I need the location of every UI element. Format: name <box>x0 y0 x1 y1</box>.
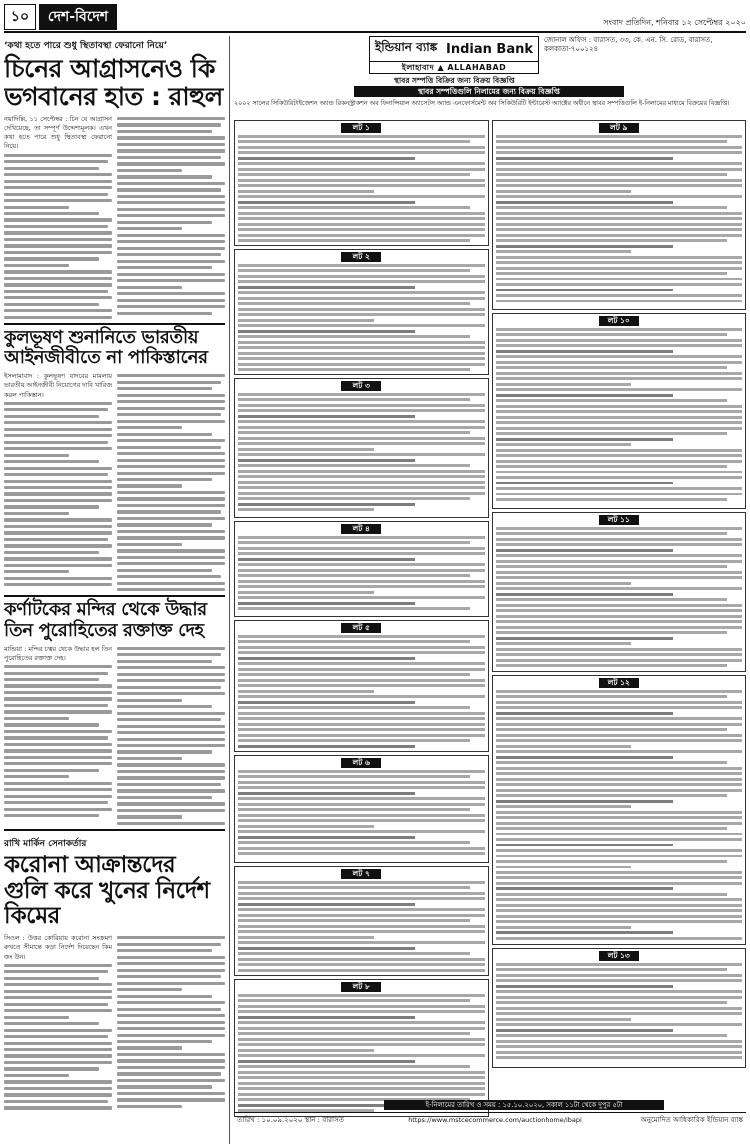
bank-name-english: Indian Bank <box>446 41 533 57</box>
zone-office-address: জোনাল অফিস : বারাসত, ৩৩, কে. এন. সি. রোড, বারাসত, কলকাতা-৭০০১২৪ <box>544 36 713 54</box>
lot-details <box>496 135 743 302</box>
lot-box <box>492 120 747 310</box>
lot-box <box>234 755 489 863</box>
lot-box <box>234 979 489 1117</box>
story-kicker: ‘কথা হতে পারে শুধু স্থিতাবস্থা ফেরানো নিয়ে’ <box>4 41 168 51</box>
lot-box <box>234 620 489 752</box>
bank-name-bengali: ইন্ডিয়ান ব্যাঙ্ক <box>375 40 438 54</box>
story-lead: ইসলামাবাদ : কুলভূষণ যাদবের মামলায় ভারতীয় আইনজীবী নিয়োগের দাবি খারিজ করল পাকিস্তান। <box>4 372 112 399</box>
story-body-lines <box>4 154 112 319</box>
notice-subtitle: স্থাবর সম্পত্তি বিক্রির জন্য বিক্রয় বিজ্ঞপ্তি <box>394 76 515 85</box>
lot-number: লট ৬ <box>341 758 381 768</box>
lot-number: লট ৭ <box>341 869 381 879</box>
lot-number: লট ২ <box>341 252 381 262</box>
story-body-lines <box>117 117 225 315</box>
lot-grid <box>234 120 746 1144</box>
notice-intro: ২০০২ সালের সিকিউরিটাইজেশন অ্যান্ড রিকনস্ট্রাকশন অব ফিনান্সিয়াল অ্যাসেটস অ্যান্ড এনফোর্সমেন্ট অব সিকিউরিটি ইন্টারেস্ট অ্যাক্টের অধীনে স্থাবর সম্পত্তিগুলি ই-নিলামের মাধ্যমে বিক্রয়ের বিজ্ঞপ্তি। <box>234 100 730 107</box>
lot-number: লট ১২ <box>599 678 639 688</box>
masthead <box>4 3 746 33</box>
divider <box>4 323 225 325</box>
lot-number: লট ১৩ <box>599 951 639 961</box>
lot-number: লট ১ <box>341 123 381 133</box>
notice-title-bar: স্থাবর সম্পত্তিগুলি নিলামের জন্য বিক্রয় বিজ্ঞপ্তি <box>354 86 624 97</box>
lot-details <box>238 770 485 855</box>
story-body-lines <box>117 936 225 1108</box>
lot-box <box>492 313 747 509</box>
lot-number: লট ৮ <box>341 982 381 992</box>
story-kim <box>4 834 225 1110</box>
lot-box <box>234 120 489 246</box>
lot-number: লট ৯ <box>599 123 639 133</box>
story-body-lines <box>117 647 225 825</box>
story-body-lines <box>4 402 112 587</box>
lot-column-right <box>492 120 747 1144</box>
section-label: দেশ-বিদেশ <box>39 4 117 30</box>
story-headline: কুলভূষণ শুনানিতে ভারতীয় আইনজীবীতে না পাকিস্তানের <box>4 326 208 369</box>
story-rahul <box>4 36 225 319</box>
lot-box <box>234 378 489 518</box>
bank-tagline: ইলাহাবাদ ▲ ALLAHABAD <box>369 62 539 74</box>
story-headline: চিনের আগ্রাসনেও কি ভগবানের হাত : রাহুল <box>4 54 223 111</box>
lot-box <box>234 521 489 617</box>
lot-number: লট ১১ <box>599 515 639 525</box>
lot-number: লট ৪ <box>341 524 381 534</box>
story-karnataka <box>4 600 225 825</box>
story-lead: নয়াদিল্লি, ১১ সেপ্টেম্বর : চিন যে আগ্রাসন দেখিয়েছে, তা সম্পূর্ণ উদ্দেশ্যমূলক। এখন কথা হতে পারে শুধু স্থিতাবস্থা ফেরানো নিয়ে। <box>4 115 112 151</box>
story-lead: সিওল : উত্তর কোরিয়ায় করোনা সংক্রমণ রুখতে সীমান্তে কড়া নির্দেশ দিয়েছেন কিম জং উন। <box>4 934 112 961</box>
dateline: সংবাদ প্রতিদিন, শনিবার ১২ সেপ্টেম্বর ২০২০ <box>603 18 746 27</box>
lot-box <box>492 512 747 672</box>
lot-details <box>238 393 485 511</box>
lot-details <box>496 690 743 940</box>
auction-date-bar: ই-নিলামের তারিখ ও সময় : ১৫.১০.২০২০, সকাল ১১টা থেকে দুপুর ৫টা <box>384 1100 664 1110</box>
story-kicker: রাখি মার্কিন সেনাকর্তার <box>4 838 87 849</box>
story-body-lines <box>4 665 112 817</box>
notice-footer <box>234 1112 746 1144</box>
notice-date-place: তারিখ : ১০.০৯.২০২০ স্থান : বারাসত <box>237 1116 344 1124</box>
story-body-lines <box>117 374 225 591</box>
bank-auction-notice <box>234 36 746 1144</box>
news-column <box>4 36 230 1144</box>
story-headline: করোনা আক্রান্তদের গুলি করে খুনের নির্দেশ কিমের <box>4 851 210 930</box>
lot-details <box>238 635 485 748</box>
lot-box <box>234 249 489 375</box>
story-body-lines <box>4 964 112 1110</box>
lot-details <box>238 536 485 610</box>
lot-box <box>492 948 747 1068</box>
lot-details <box>238 135 485 242</box>
bank-logo <box>369 36 539 62</box>
lot-details <box>496 963 743 1059</box>
lot-details <box>496 527 743 667</box>
page-number: ১০ <box>4 4 36 30</box>
divider <box>4 595 225 597</box>
lot-number: লট ৫ <box>341 623 381 633</box>
authorised-officer: অনুমোদিত আধিকারিক ইন্ডিয়ান ব্যাঙ্ক <box>640 1116 743 1124</box>
story-lead: মান্ডিয়া : মন্দির চত্বর থেকে উদ্ধার হল তিন পুরোহিতের রক্তাক্ত দেহ। <box>4 644 112 662</box>
lot-column-left <box>234 120 489 1144</box>
story-headline: কর্ণাটকের মন্দির থেকে উদ্ধার তিন পুরোহিতের রক্তাক্ত দেহ <box>4 599 207 641</box>
lot-details <box>238 881 485 972</box>
lot-box <box>492 675 747 945</box>
lot-details <box>238 994 485 1112</box>
lot-box <box>234 866 489 976</box>
lot-number: লট ১০ <box>599 316 639 326</box>
lot-details <box>238 264 485 371</box>
story-kulbhushan <box>4 328 225 591</box>
lot-number: লট ৩ <box>341 381 381 391</box>
auction-url[interactable]: https://www.mstcecommerce.com/auctionhome/ibapi <box>408 1116 582 1124</box>
divider <box>4 829 225 831</box>
lot-details <box>496 328 743 501</box>
